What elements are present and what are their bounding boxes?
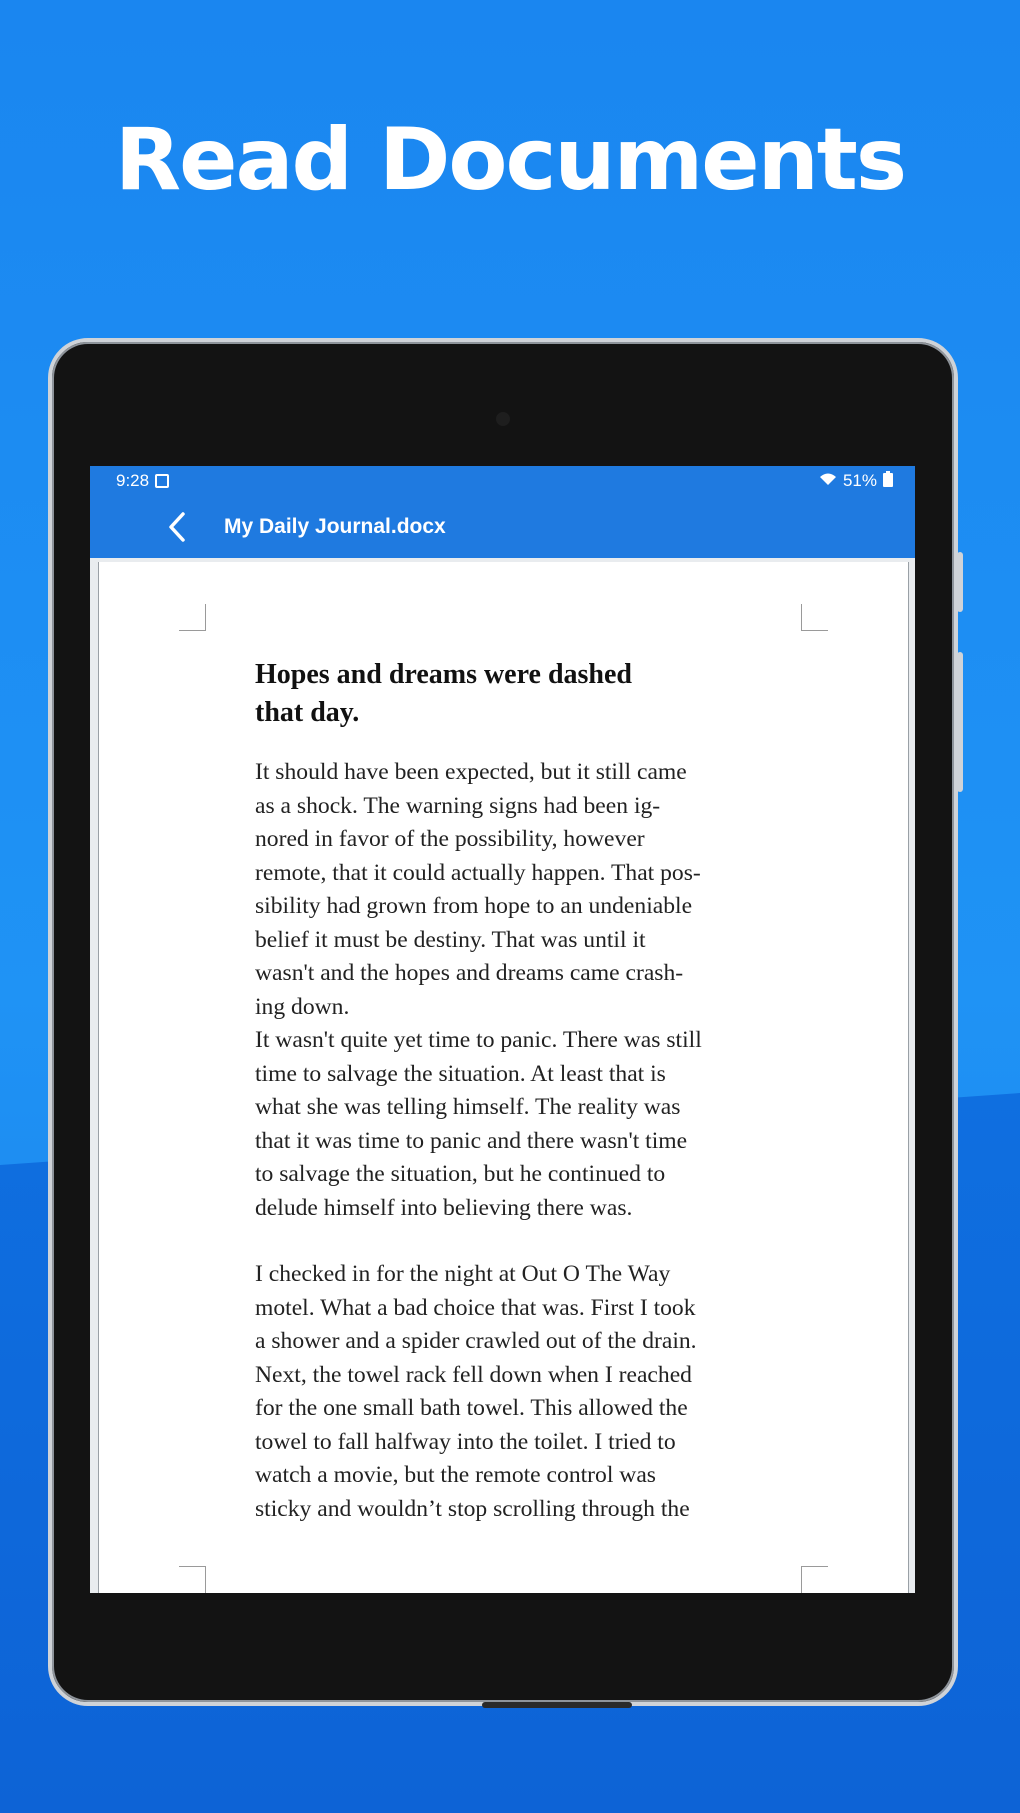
app-bar xyxy=(90,496,915,558)
device-screen xyxy=(90,466,915,1593)
document-title: My Daily Journal.docx xyxy=(224,515,446,538)
paragraph-2: It wasn't quite yet time to panic. There was still time to salvage the situation. At least that is what she was telling himself. The reality was that it was time to panic and there wasn't time to salvage the situation, but he continued to delude himself into believing there was. xyxy=(255,1027,702,1221)
battery-percent: 51% xyxy=(842,471,877,490)
wifi-icon xyxy=(819,471,837,491)
camera xyxy=(496,412,510,426)
crop-mark-bottom-right xyxy=(801,1566,828,1593)
power-button xyxy=(957,552,963,612)
paragraph-1: It should have been expected, but it still came as a shock. The warning signs had been ig- nored in favor of the possibility, however remote, that it could actually happen. That pos- sibility had grown from hope to an undeniable belief it must be destiny. That was until it wasn't and the hopes and dreams came crash- ing down. xyxy=(255,759,701,1020)
paragraph-3: I checked in for the night at Out O The Way motel. What a bad choice that was. First I took a shower and a spider crawled out of the drain. Next, the towel rack fell down when I reached for the one small bath towel. This allowed the towel to fall halfway into the toilet. I tried to watch a movie, but the remote control was sticky and wouldn’t stop scrolling through the xyxy=(255,1261,697,1522)
document-heading: Hopes and dreams were dashed that day. xyxy=(255,659,633,728)
crop-mark-bottom-left xyxy=(179,1566,206,1593)
hero-title: Read Documents xyxy=(114,110,906,210)
document-page[interactable] xyxy=(98,562,909,1593)
chevron-left-icon[interactable] xyxy=(160,510,194,544)
status-bar xyxy=(90,466,915,496)
document-body xyxy=(255,656,791,1526)
bottom-edge xyxy=(482,1702,632,1708)
crop-mark-top-left xyxy=(179,604,206,631)
status-time: 9:28 xyxy=(116,471,150,490)
volume-button xyxy=(957,652,963,792)
crop-mark-top-right xyxy=(801,604,828,631)
battery-icon xyxy=(883,471,893,492)
notification-icon xyxy=(155,474,169,488)
